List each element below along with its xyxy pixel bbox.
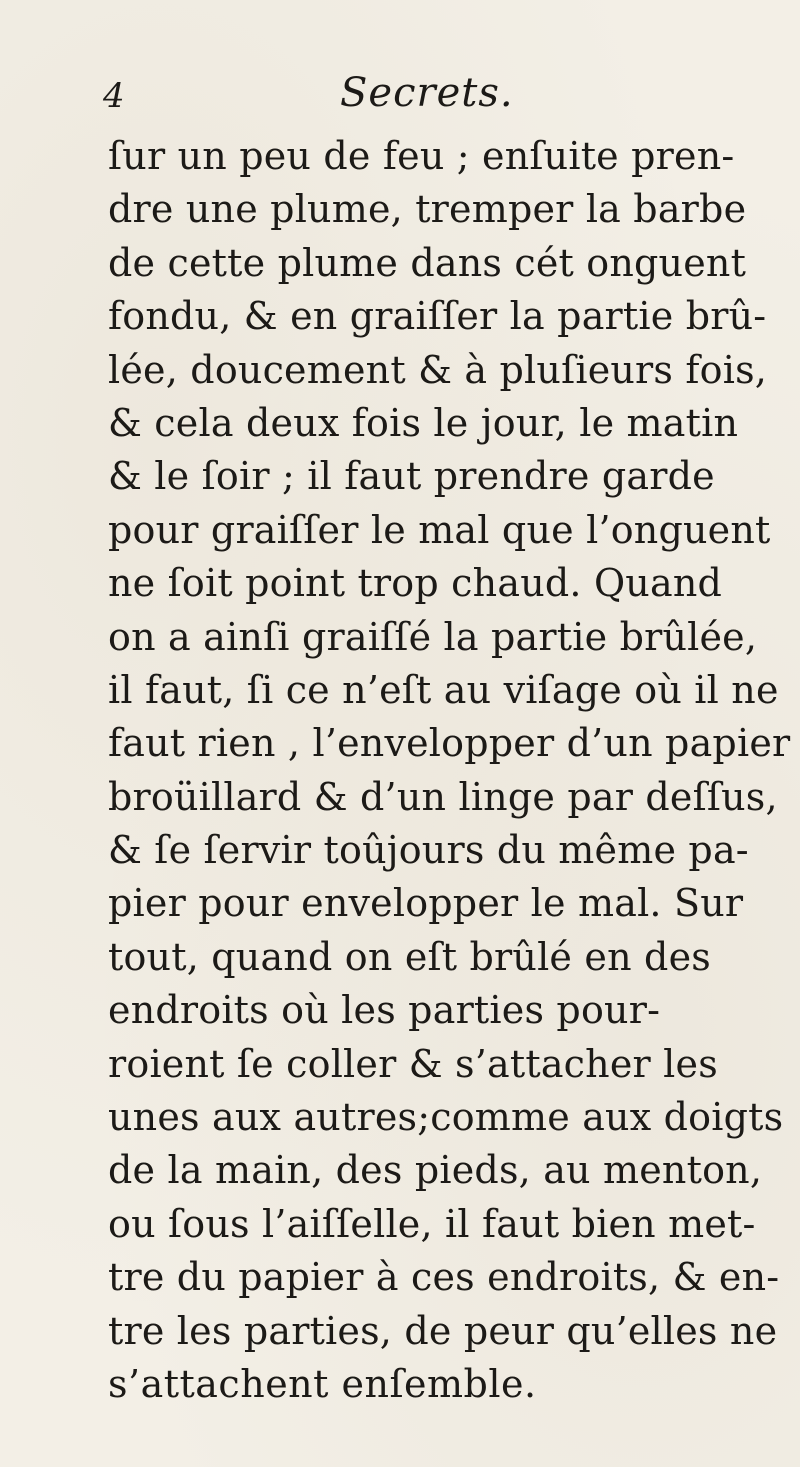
text-line: faut rien , l’envelopper d’un papier [108,721,791,766]
text-line: endroits où les parties pour- [108,988,661,1033]
text-line: unes aux autres;comme aux doigts [108,1095,784,1140]
running-title: Secrets. [340,70,514,116]
text-line: & ſe ſervir toûjours du même pa- [108,828,749,873]
page-header [0,70,800,120]
text-line: tout, quand on eſt brûlé en des [108,934,711,979]
text-line: dre une plume, tremper la barbe [108,187,747,232]
text-line: fondu, & en graiſſer la partie brû- [108,294,767,339]
page-number: 4 [103,76,125,116]
body-text [108,130,798,1411]
text-line: tre du papier à ces endroits, & en- [108,1255,780,1300]
text-line: il faut, ſi ce n’eſt au viſage où il ne [108,667,779,712]
text-line: pier pour envelopper le mal. Sur [108,881,744,926]
text-line: & le ſoir ; il faut prendre garde [108,454,715,499]
text-line: de la main, des pieds, au menton, [108,1148,763,1193]
text-line: on a ainſi graiſſé la partie brûlée, [108,614,758,659]
text-line: ne ſoit point trop chaud. Quand [108,561,723,606]
text-line: s’attachent enſemble. [108,1361,537,1406]
text-line: ou ſous l’aiſſelle, il faut bien met- [108,1201,756,1246]
text-line: roient ſe coller & s’attacher les [108,1041,718,1086]
text-line: broüillard & d’un linge par deſſus, [108,774,778,819]
text-line: & cela deux fois le jour, le matin [108,400,739,445]
text-line: pour graiſſer le mal que l’onguent [108,507,771,552]
text-line: de cette plume dans cét onguent [108,240,747,285]
text-line: lée, doucement & à pluſieurs fois, [108,347,768,392]
text-line: tre les parties, de peur qu’elles ne [108,1308,778,1353]
text-line: ſur un peu de feu ; enſuite pren- [108,134,735,178]
